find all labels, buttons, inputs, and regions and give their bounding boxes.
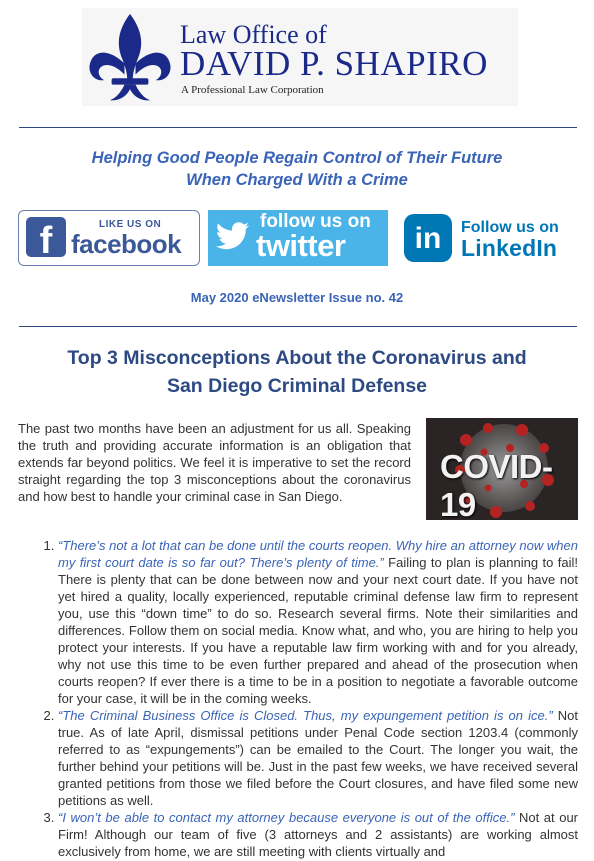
misconception-quote: “There’s not a lot that can be done until the courts reopen. Why hire an attorney now when my first court date is so far out? There’s plenty of time.” [58, 538, 578, 570]
misconceptions-list [0, 537, 578, 860]
article-title [0, 344, 594, 400]
fleur-de-lis-icon [84, 12, 176, 104]
misconception-quote: “The Criminal Business Office is Closed. Thus, my expungement petition is on ice.” [58, 708, 553, 723]
facebook-button[interactable] [18, 210, 200, 266]
tagline-line1: Helping Good People Regain Control of Their Future [91, 149, 503, 167]
divider-middle [19, 326, 577, 327]
linkedin-glyph: in [414, 222, 442, 255]
twitter-follow-label: follow us on [260, 211, 371, 232]
linkedin-wordmark: LinkedIn [461, 235, 558, 261]
divider-top [19, 127, 577, 128]
twitter-wordmark: twitter [256, 228, 346, 263]
twitter-button[interactable] [208, 210, 388, 266]
covid-image-text: COVID-19 [440, 448, 553, 520]
article-intro: The past two months have been an adjustment for us all. Speaking the truth and providing accurate information is an obligation that extends far beyond politics. We feel it is imperative to set the record straight regarding the top 3 misconceptions about the coronavirus and how best to handle your criminal case in San Diego. [18, 421, 411, 504]
facebook-like-label: LIKE US ON [99, 219, 162, 230]
list-item [58, 809, 578, 860]
misconception-quote: “I won’t be able to contact my attorney because everyone is out of the office.” [58, 810, 515, 825]
firm-name-line1: Law Office of [180, 20, 327, 49]
firm-name-line3: A Professional Law Corporation [181, 84, 324, 96]
covid-image [426, 418, 578, 520]
linkedin-follow-label: Follow us on [461, 219, 559, 236]
list-item [58, 537, 578, 707]
issue-label: May 2020 eNewsletter Issue no. 42 [190, 290, 404, 305]
facebook-wordmark: facebook [71, 229, 182, 259]
list-item [58, 707, 578, 809]
header-logo-block [82, 8, 518, 106]
twitter-bird-icon [216, 222, 250, 250]
misconception-body: Not at our Firm! Although our team of five (3 attorneys and 2 assistants) are working almost exclusively from home, we are still meeting with clients virtually and [58, 810, 578, 859]
misconception-body: Not true. As of late April, dismissal petitions under Penal Code section 1203.4 (commonly referred to as “expungements”) can be emailed to the Court. The longer you wait, the further behind your petitions will be. Just in the past few weeks, we have received several granted petitions from those we filed before the Court closures, and have filed some new petitions as well. [58, 708, 578, 808]
linkedin-button[interactable] [403, 210, 575, 266]
facebook-glyph: f [39, 220, 53, 262]
tagline-line2: When Charged With a Crime [186, 171, 408, 189]
article-title-line1: Top 3 Misconceptions About the Coronavirus and [67, 347, 527, 369]
article-title-line2: San Diego Criminal Defense [166, 375, 428, 397]
misconception-body: Failing to plan is planning to fail! There is plenty that can be done between now and your next court date. If you have not yet hired a quality, locally experienced, reputable criminal defense law firm to represent you, use this “down time” to do so. Research several firms. Note their similarities and differences. Follow them on social media. Know what, and who, you are hiring to help you protect your interests. If you have a reputable law firm working with and for you already, why not use this time to be even further prepared and ahead of the prosecution when courts reopen? If ever there is a time to be in a position to negotiate a favorable outcome for your case, it will be in the coming weeks. [58, 555, 578, 706]
tagline [0, 147, 594, 191]
firm-name-line2: DAVID P. SHAPIRO [180, 44, 488, 83]
